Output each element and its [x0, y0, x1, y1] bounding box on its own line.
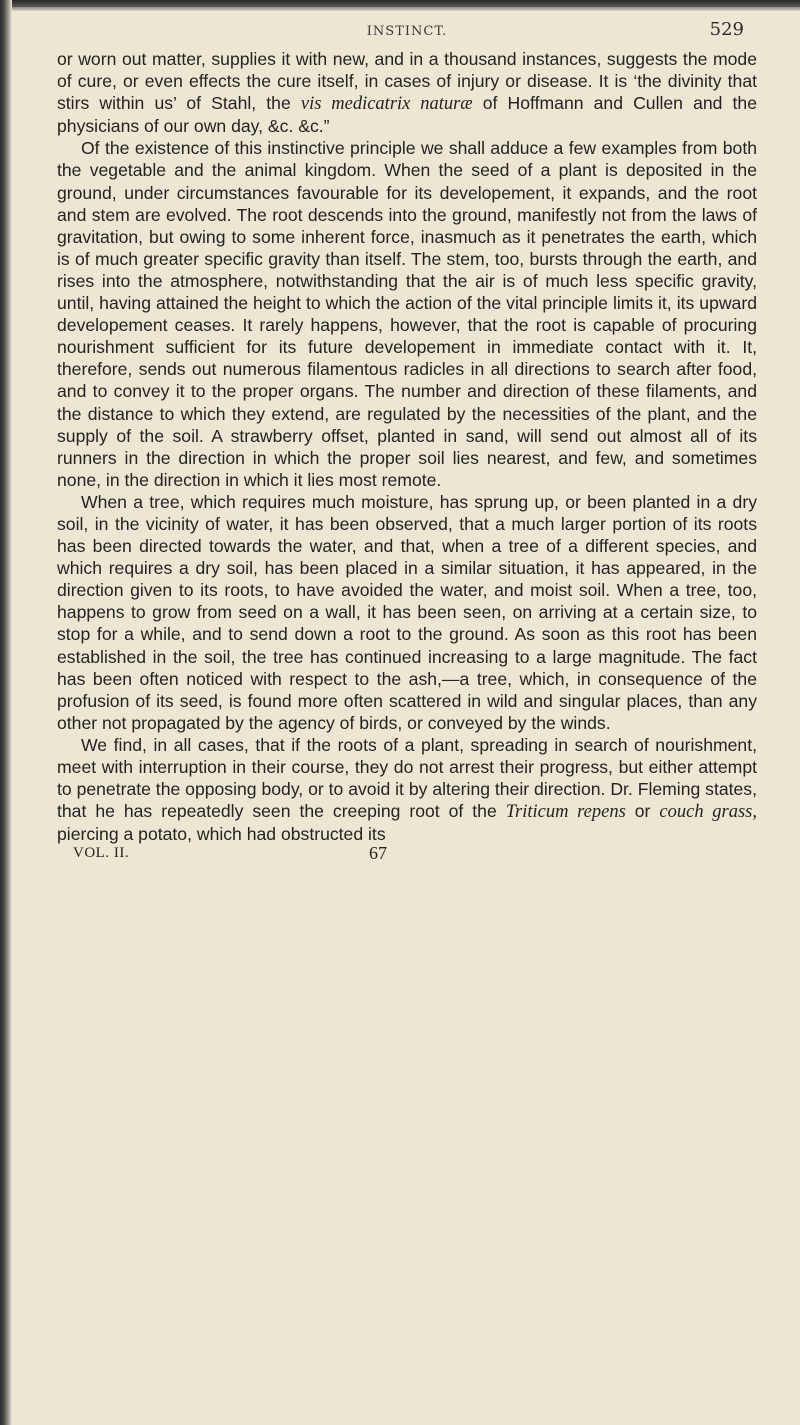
- italic-text: Triticum repens: [505, 802, 626, 823]
- italic-text: vis medicatrix naturæ: [300, 94, 473, 115]
- paragraph: [57, 48, 757, 137]
- text-run: piercing a potato, which had obstructed its: [57, 824, 386, 845]
- volume-signature: VOL. II.: [73, 845, 130, 862]
- sheet-mark: 67: [369, 843, 387, 864]
- paragraph: [57, 734, 757, 845]
- text-run: We find, in all cases, that if the roots of a plant, spreading in search of nourishment, meet with interruption in their course, they do not arrest their progress, but either attempt to penetrate the opposing body, or to avoid it by altering their direction. Dr. Fleming states, that he has repeatedly seen the creeping root of the: [57, 734, 757, 822]
- text-run: Of the existence of this instinctive principle we shall adduce a few examples from both the vegetable and the animal kingdom. When the seed of a plant is deposited in the ground, under circumstances favourable for its developement, it expands, and the root and stem are evolved. The root descends into the ground, manifestly not from the laws of gravitation, but owing to some inherent force, inasmuch as it penetrates the earth, which is of much greater specific gravity than itself. The stem, too, bursts through the earth, and rises into the atmosphere, notwithstanding that the air is of much less specific gravity, until, having attained the height to which the action of the vital principle limits it, its upward developement ceases. It rarely happens, however, that the root is capable of procuring nourishment sufficient for its future developement in immediate contact with it. It, therefore, sends out numerous filamentous radicles in all directions to search after food, and to convey it to the proper organs. The number and direction of these filaments, and the distance to which they extend, are regulated by the necessities of the plant, and the supply of the soil. A strawberry offset, planted in sand, will send out almost all of its runners in the direction in which the proper soil lies nearest, and few, and sometimes none, in the direction in which it lies most remote.: [57, 138, 757, 490]
- paragraph: [57, 137, 757, 491]
- page-number: 529: [709, 19, 744, 40]
- scan-left-edge: [0, 0, 12, 1425]
- text-run: When a tree, which requires much moisture, has sprung up, or been planted in a dry soil, in the vicinity of water, it has been observed, that a much larger portion of its roots has been directed towards the water, and that, when a tree of a different species, and which requires a dry soil, has been placed in a similar situation, it has appeared, in the direction given to its roots, to have avoided the water, and moist soil. When a tree, too, happens to grow from seed on a wall, it has been seen, on arriving at a certain size, to stop for a while, and to send down a root to the ground. As soon as this root has been established in the soil, the tree has continued increasing to a large magnitude. The fact has been often noticed with respect to the ash,—a tree, which, in consequence of the profusion of its seed, is found more often scattered in wild and singular places, than any other not propagated by the agency of birds, or conveyed by the winds.: [57, 491, 757, 733]
- text-run: of Hoffmann and Cullen and the physicians of our own day, &c. &c.”: [57, 93, 757, 137]
- paragraph: [57, 491, 757, 734]
- italic-text: couch grass,: [659, 802, 757, 823]
- body-text: [57, 48, 757, 845]
- scan-top-border: [0, 0, 800, 7]
- scan-top-shadow: [0, 7, 800, 11]
- text-run: or: [625, 801, 660, 822]
- running-title: INSTINCT.: [366, 24, 448, 39]
- page-footer: [57, 845, 757, 869]
- text-run: or worn out matter, supplies it with new, and in a thousand instances, suggests the mode of cure, or even effects the cure itself, in cases of injury or disease. It is ‘the divinity that stirs within us’ of Stahl, the: [57, 49, 757, 114]
- book-page: [57, 18, 757, 869]
- running-head: [57, 18, 757, 48]
